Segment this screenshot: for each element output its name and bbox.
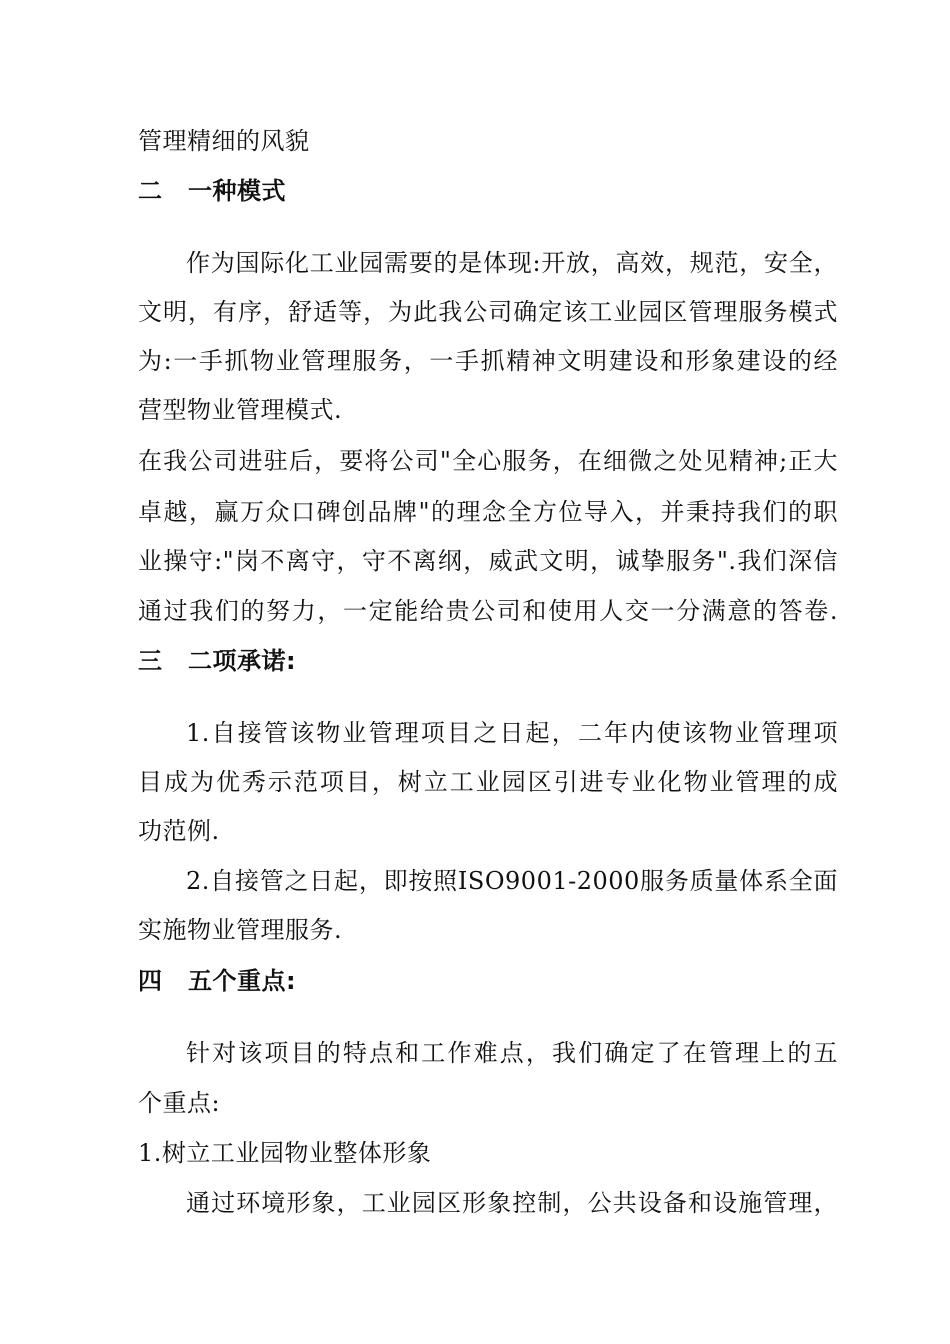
paragraph-line: 1.自接管该物业管理项目之日起，二年内使该物业管理项 [186, 719, 838, 747]
section-number: 二 [138, 177, 163, 205]
section-title: 一种模式 [188, 177, 286, 205]
paragraph-line: 针对该项目的特点和工作难点，我们确定了在管理上的五 [186, 1039, 838, 1067]
section-heading-3 [138, 646, 296, 676]
section-title: 二项承诺: [188, 647, 297, 675]
paragraph-line: 2.自接管之日起，即按照ISO9001-2000服务质量体系全面 [186, 867, 838, 895]
section-number: 四 [138, 967, 163, 995]
text-line: 管理精细的风貌 [138, 127, 310, 155]
paragraph-line: 文明，有序，舒适等，为此我公司确定该工业园区管理服务模式 [138, 298, 838, 326]
paragraph-line: 卓越，赢万众口碑创品牌"的理念全方位导入，并秉持我们的职 [138, 498, 838, 526]
paragraph-line: 作为国际化工业园需要的是体现:开放，高效，规范，安全， [186, 249, 838, 277]
paragraph-line: 个重点: [138, 1089, 221, 1117]
paragraph-line: 通过我们的努力，一定能给贵公司和使用人交一分满意的答卷. [138, 597, 838, 625]
paragraph-line: 通过环境形象，工业园区形象控制，公共设备和设施管理， [186, 1189, 838, 1217]
paragraph-line: 目成为优秀示范项目，树立工业园区引进专业化物业管理的成 [138, 768, 838, 796]
section-title: 五个重点: [188, 967, 297, 995]
paragraph-line: 为:一手抓物业管理服务，一手抓精神文明建设和形象建设的经 [138, 347, 838, 375]
paragraph-line: 在我公司进驻后，要将公司"全心服务，在细微之处见精神;正大 [138, 447, 838, 475]
section-heading-2 [138, 176, 286, 206]
paragraph-line: 营型物业管理模式. [138, 396, 343, 424]
section-number: 三 [138, 647, 163, 675]
section-heading-4 [138, 966, 296, 996]
paragraph-line: 实施物业管理服务. [138, 916, 343, 944]
subheading-line: 1.树立工业园物业整体形象 [138, 1139, 432, 1167]
paragraph-line: 业操守:"岗不离守，守不离纲，威武文明，诚挚服务".我们深信 [138, 547, 838, 575]
paragraph-line: 功范例. [138, 817, 220, 845]
